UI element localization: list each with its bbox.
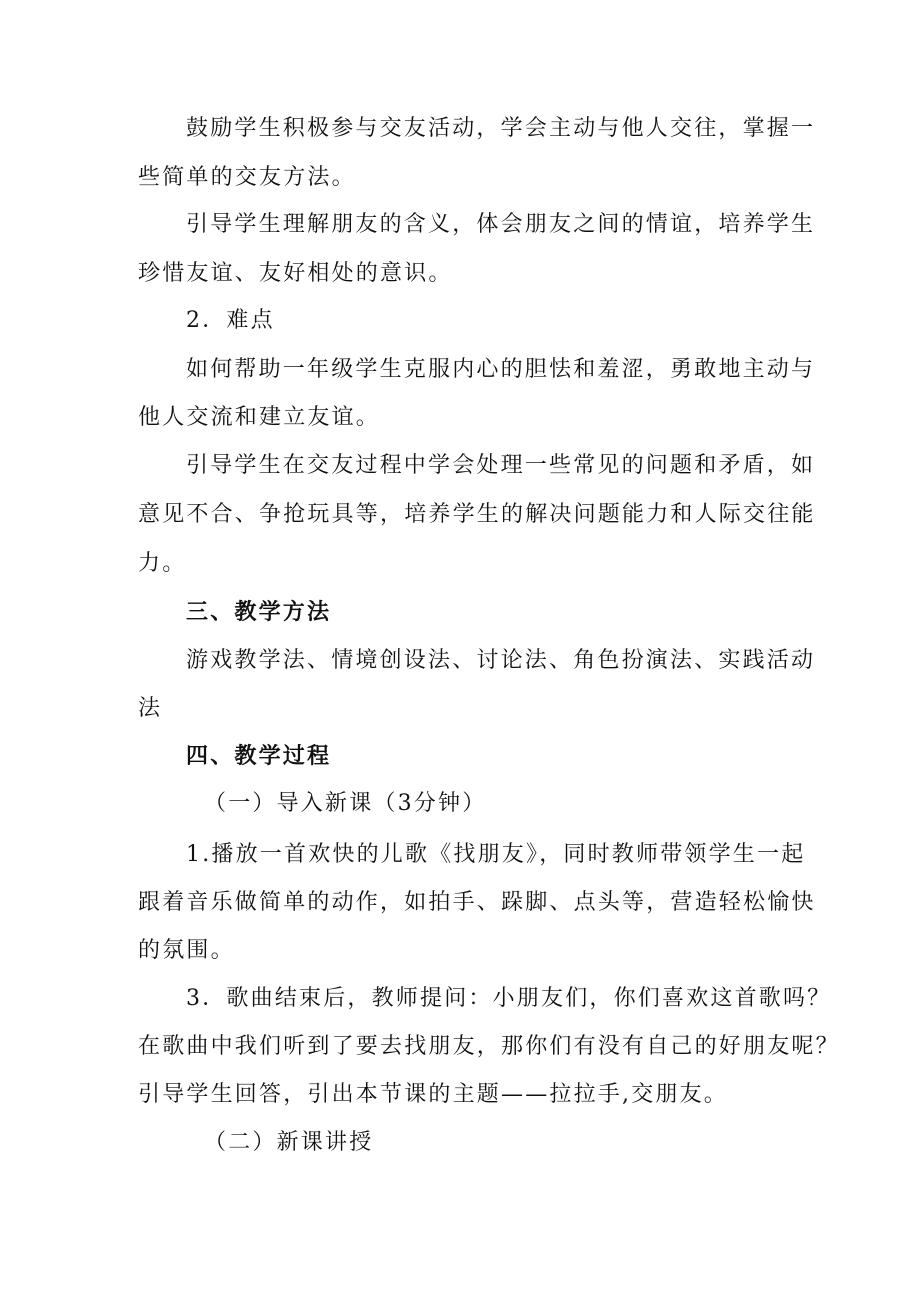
- paragraph-line: 3．歌曲结束后，教师提问：小朋友们，你们喜欢这首歌吗？: [186, 986, 832, 1011]
- subsection-heading-intro: （一）导入新课（3分钟）: [204, 791, 487, 816]
- subsection-heading-new-lesson: （二）新课讲授: [204, 1130, 374, 1155]
- section-heading-methods: 三、教学方法: [186, 600, 332, 625]
- paragraph-line: 法: [138, 696, 163, 721]
- paragraph-line: 的氛围。: [138, 938, 235, 963]
- paragraph-line: 跟着音乐做简单的动作，如拍手、跺脚、点头等，营造轻松愉快: [138, 890, 816, 915]
- subheading-difficulty: 2．难点: [186, 308, 275, 333]
- paragraph-line: 引导学生理解朋友的含义，体会朋友之间的情谊，培养学生: [186, 212, 816, 237]
- paragraph-line: 他人交流和建立友谊。: [138, 405, 381, 430]
- section-heading-process: 四、教学过程: [186, 744, 332, 769]
- paragraph-line: 珍惜友谊、友好相处的意识。: [138, 261, 453, 286]
- paragraph-line: 引导学生回答，引出本节课的主题——拉拉手,交朋友。: [138, 1082, 728, 1107]
- paragraph-line: 引导学生在交友过程中学会处理一些常见的问题和矛盾，如: [186, 453, 816, 478]
- paragraph-line: 在歌曲中我们听到了要去找朋友，那你们有没有自己的好朋友呢？: [138, 1034, 840, 1059]
- paragraph-line: 意见不合、争抢玩具等，培养学生的解决问题能力和人际交往能: [138, 502, 816, 527]
- paragraph-line: 游戏教学法、情境创设法、讨论法、角色扮演法、实践活动: [186, 648, 816, 673]
- paragraph-line: 鼓励学生积极参与交友活动，学会主动与他人交往，掌握一: [186, 116, 816, 141]
- paragraph-line: 力。: [138, 551, 187, 576]
- paragraph-line: 些简单的交友方法。: [138, 165, 356, 190]
- paragraph-line: 如何帮助一年级学生克服内心的胆怯和羞涩，勇敢地主动与: [186, 357, 816, 382]
- paragraph-line: 1.播放一首欢快的儿歌《找朋友》，同时教师带领学生一起: [186, 842, 806, 867]
